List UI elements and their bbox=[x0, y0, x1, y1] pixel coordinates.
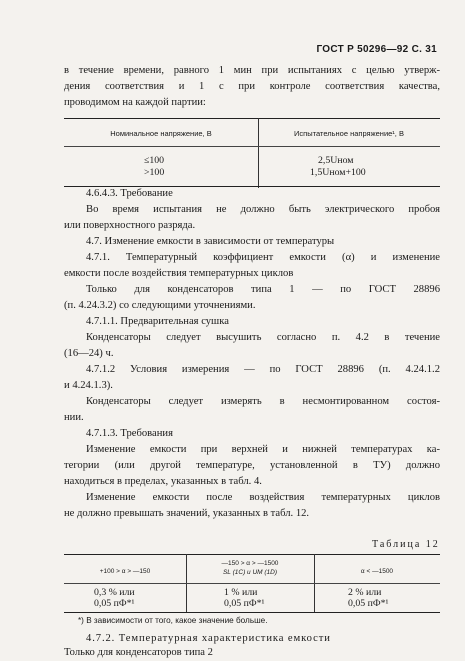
body-line: Конденсаторы следует высушить согласно п. 4.2 в течение bbox=[86, 332, 440, 343]
table12-cell: 0,05 пФ*¹ bbox=[348, 598, 389, 609]
table1-top-rule bbox=[64, 118, 440, 119]
table12-top-rule bbox=[64, 554, 440, 555]
body-line: Во время испытания не должно быть электрического пробоя bbox=[86, 204, 440, 215]
body-line: 4.7. Изменение емкости в зависимости от температуры bbox=[86, 236, 335, 247]
body-line: Только для конденсаторов типа 1 — по ГОСТ 28896 bbox=[86, 284, 440, 295]
section-heading: 4.7.2. Температурная характеристика емкости bbox=[86, 633, 331, 644]
intro-paragraph bbox=[64, 63, 440, 111]
body-line: или поверхностного разряда. bbox=[64, 220, 196, 231]
body-line: Изменение емкости после воздействия температурных циклов bbox=[86, 492, 440, 503]
body-line: и 4.24.1.3). bbox=[64, 380, 113, 391]
table12-cell: 1 % или bbox=[224, 587, 258, 598]
table12-caption: Таблица 12 bbox=[372, 539, 440, 550]
final-section bbox=[64, 632, 440, 660]
table12-header-rule bbox=[64, 583, 440, 584]
body-line: нии. bbox=[64, 412, 84, 423]
table12-cell: 0,05 пФ*¹ bbox=[94, 598, 135, 609]
body-line: 4.7.1. Температурный коэффициент емкости (α) и изменение bbox=[86, 252, 440, 263]
body-line: Конденсаторы следует измерять в несмонтированном состоя- bbox=[86, 396, 440, 407]
table12-cell: 2 % или bbox=[348, 587, 382, 598]
body-line: 4.6.4.3. Требование bbox=[86, 188, 173, 199]
body-line: 4.7.1.3. Требования bbox=[86, 428, 173, 439]
table1-cell: 2,5Uном bbox=[318, 155, 354, 166]
body-line: Изменение емкости при верхней и нижней температурах ка- bbox=[86, 444, 440, 455]
table1-cell: 1,5Uном+100 bbox=[310, 167, 366, 178]
table12-header-2a: —150 > α > —1500 bbox=[221, 560, 279, 567]
table12-cell: 0,3 % или bbox=[94, 587, 135, 598]
table12-header-1: +100 > α > —150 bbox=[99, 568, 151, 575]
body-line: не должно превышать значений, указанных в табл. 12. bbox=[64, 508, 310, 519]
section-line: Только для конденсаторов типа 2 bbox=[64, 647, 213, 658]
page-header: ГОСТ Р 50296—92 С. 31 bbox=[316, 44, 437, 55]
table12-header-2b: SL (1C) и UM (1D) bbox=[222, 569, 278, 576]
table12-bottom-rule bbox=[64, 612, 440, 613]
table1-cell: >100 bbox=[144, 167, 165, 178]
intro-line: проводимом на каждой партии: bbox=[64, 97, 206, 108]
body-line: (16—24) ч. bbox=[64, 348, 114, 359]
table1-header-nominal: Номинальное напряжение, В bbox=[110, 129, 212, 138]
intro-line: в течение времени, равного 1 мин при испытаниях с целью утверж- bbox=[64, 65, 440, 76]
table12-cell: 0,05 пФ*¹ bbox=[224, 598, 265, 609]
intro-line: дения соответствия и 1 с при контроле соответствия качества, bbox=[64, 81, 440, 92]
table12-footnote: *) В зависимости от того, какое значение больше. bbox=[78, 616, 268, 625]
body-line: находиться в пределах, указанных в табл. 4. bbox=[64, 476, 262, 487]
table1-header-rule bbox=[64, 146, 440, 147]
body-text bbox=[64, 186, 440, 522]
body-line: 4.7.1.1. Предварительная сушка bbox=[86, 316, 229, 327]
body-line: емкости после воздействия температурных циклов bbox=[64, 268, 294, 279]
body-line: тегории (или другой температуре, установленной в ТУ) должно bbox=[64, 460, 440, 471]
table1-header-test: Испытательное напряжение¹, В bbox=[294, 129, 404, 138]
body-line: 4.7.1.2 Условия измерения — по ГОСТ 28896 (п. 4.24.1.2 bbox=[86, 364, 440, 375]
table12-header-3: α < —1500 bbox=[360, 568, 394, 575]
table1-cell: ≤100 bbox=[144, 155, 165, 166]
body-line: (п. 4.24.3.2) со следующими уточнениями. bbox=[64, 300, 256, 311]
